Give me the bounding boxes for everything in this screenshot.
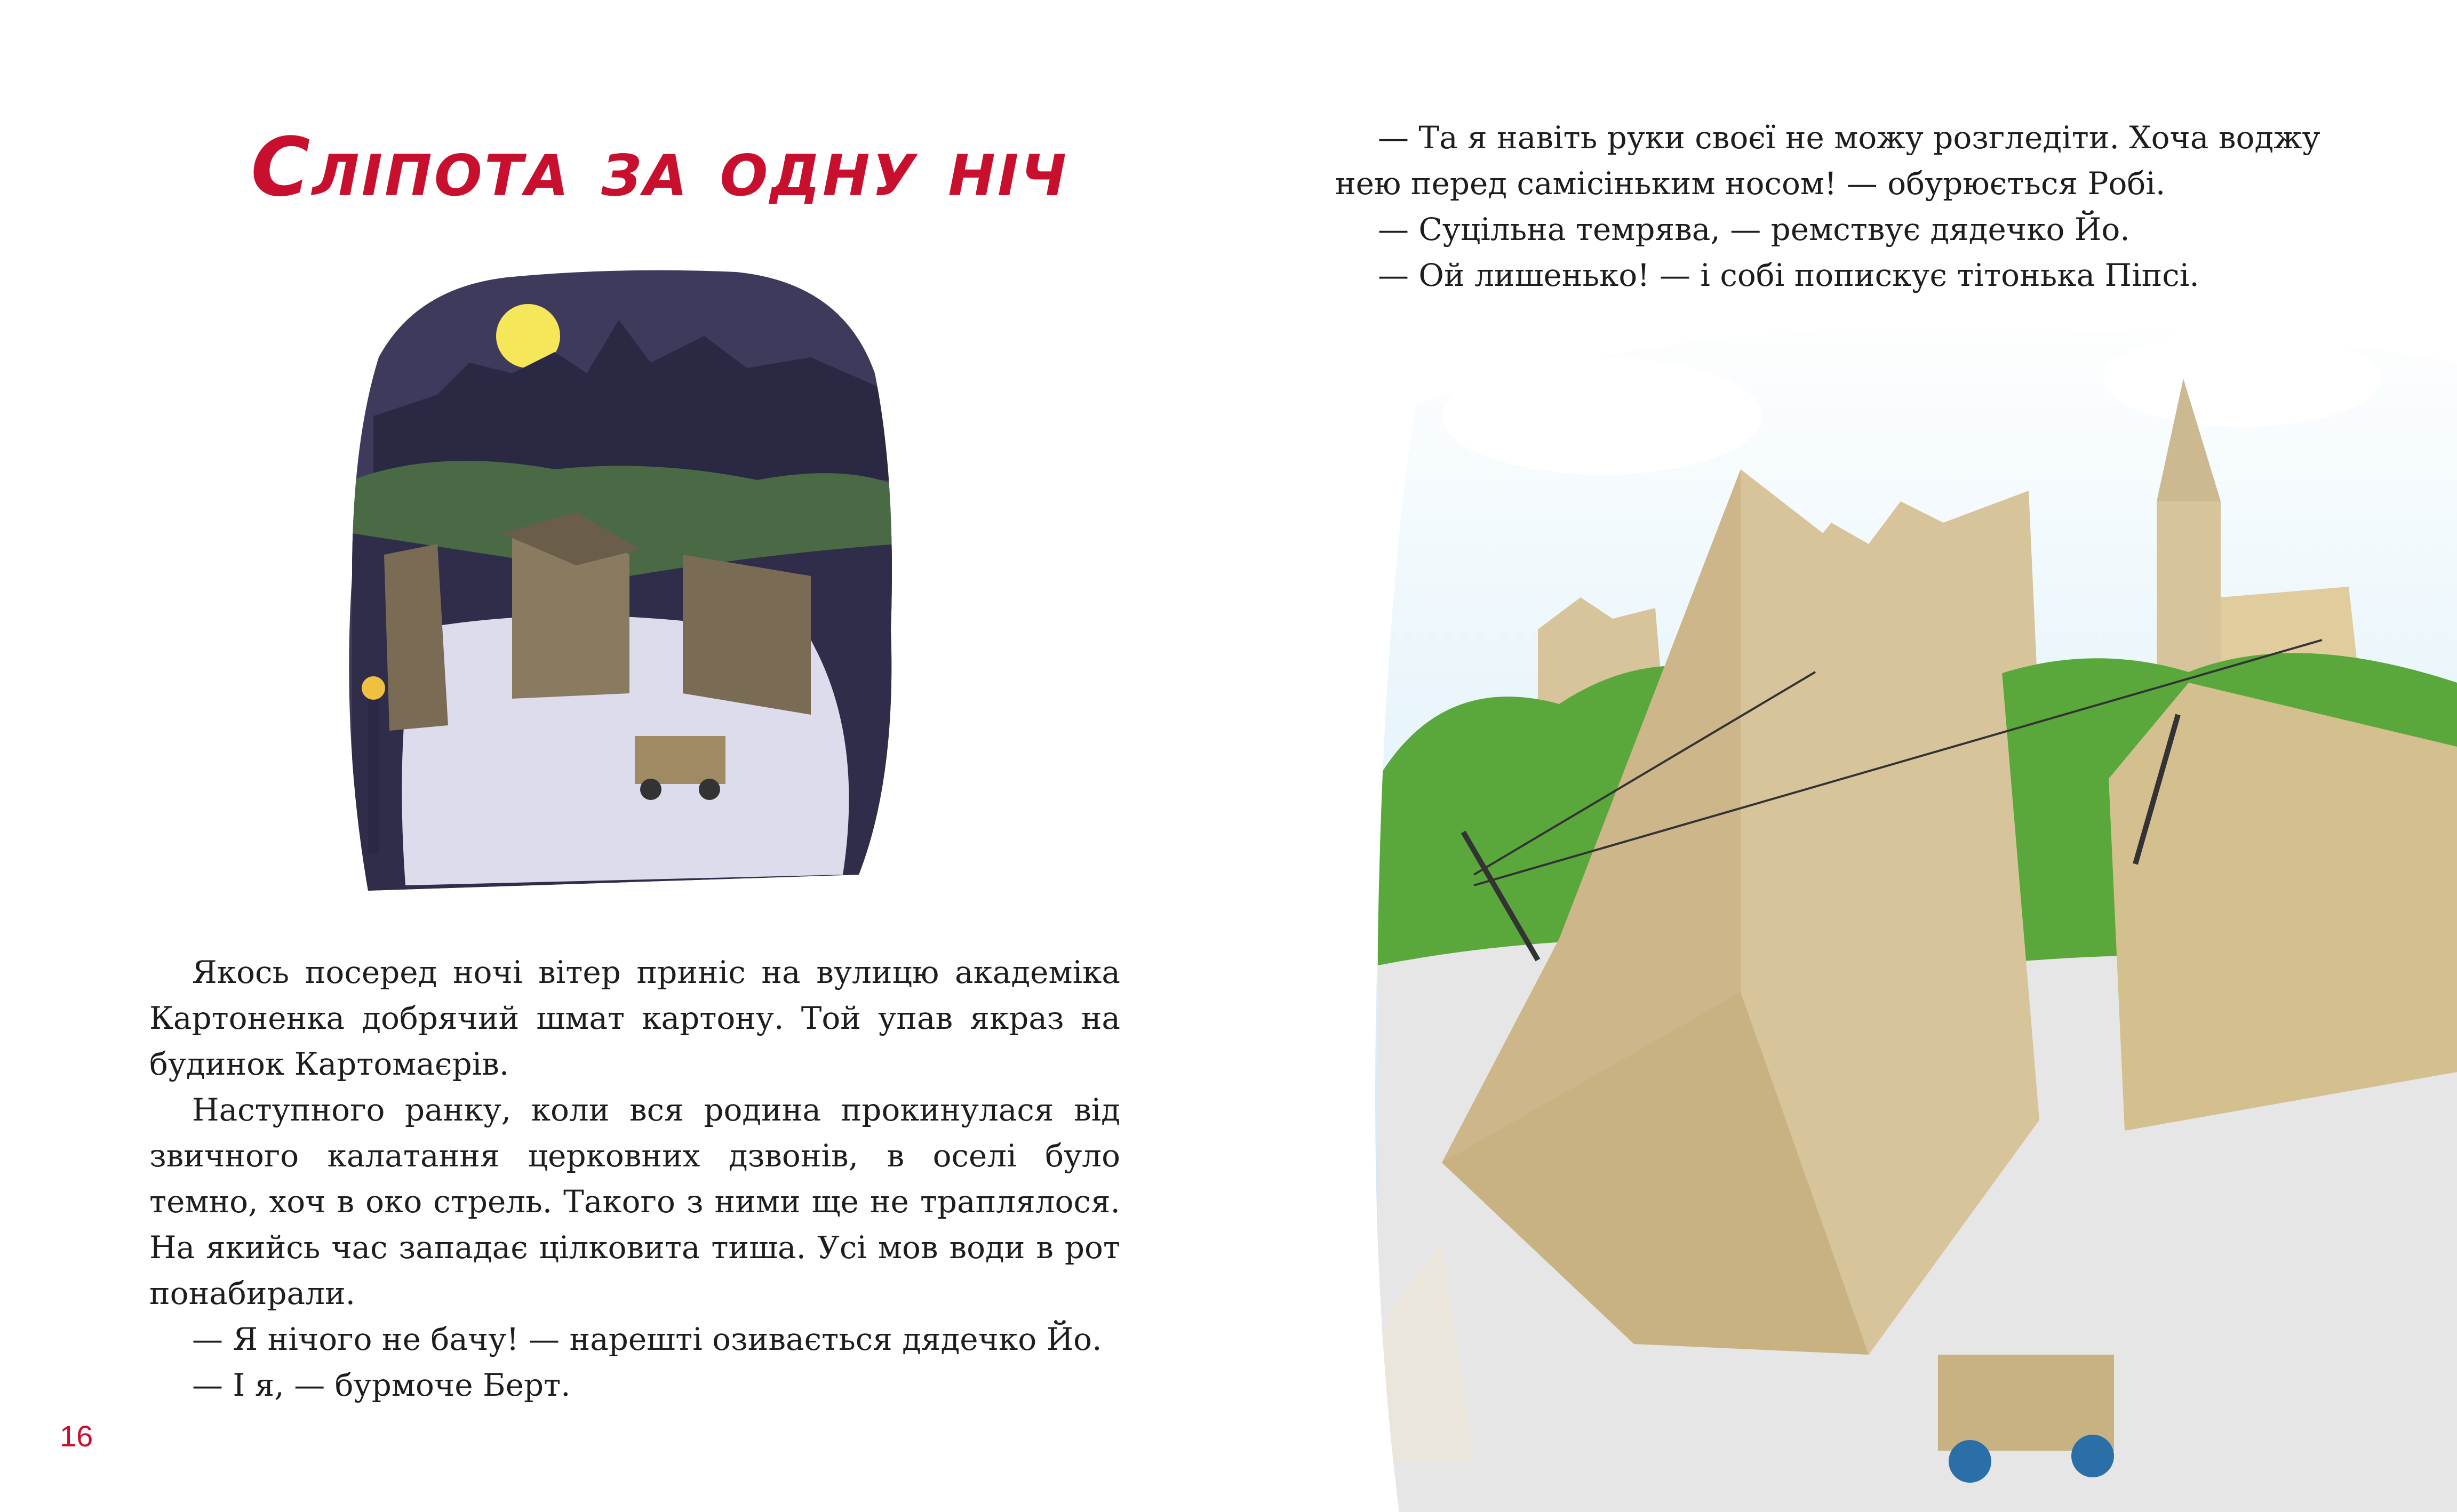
left-body-text (149, 949, 1120, 1408)
night-town-illustration (331, 256, 907, 896)
right-body-text (1335, 115, 2327, 298)
cardboard-town-day-illustration (1335, 299, 2457, 1512)
paragraph: Якось посеред ночі вітер приніс на вулицю академіка Картоненка добрячий шмат картону. Той упав якраз на будинок Картомаєрів. (149, 954, 1120, 1082)
chapter-title: Сліпота за одну ніч (251, 120, 1069, 214)
paragraph: Наступного ранку, коли вся родина прокинулася від звичного калатання церковних дзвонів, в оселі було темно, хоч в око стрель. Такого з ними ще не траплялося. На якийсь час западає цілковита тиша. Усі мов води в рот понабирали. (149, 1092, 1120, 1311)
page-number: 16 (60, 1419, 93, 1453)
right-page (1228, 0, 2457, 1512)
dialogue-line: — Ой лишенько! — і собі попискує тітонька Піпсі. (1378, 257, 2199, 293)
dialogue-line: — Я нічого не бачу! — нарешті озивається дядечко Йо. (192, 1321, 1102, 1357)
left-page (0, 0, 1228, 1512)
dialogue-line: — І я, — бурмоче Берт. (192, 1367, 571, 1403)
dialogue-line: — Суцільна темрява, — ремствує дядечко Йо. (1378, 211, 2130, 247)
dialogue-line: — Та я навіть руки своєї не можу розгледіти. Хоча воджу нею перед самісіньким носом! — обурюється Робі. (1335, 119, 2320, 202)
